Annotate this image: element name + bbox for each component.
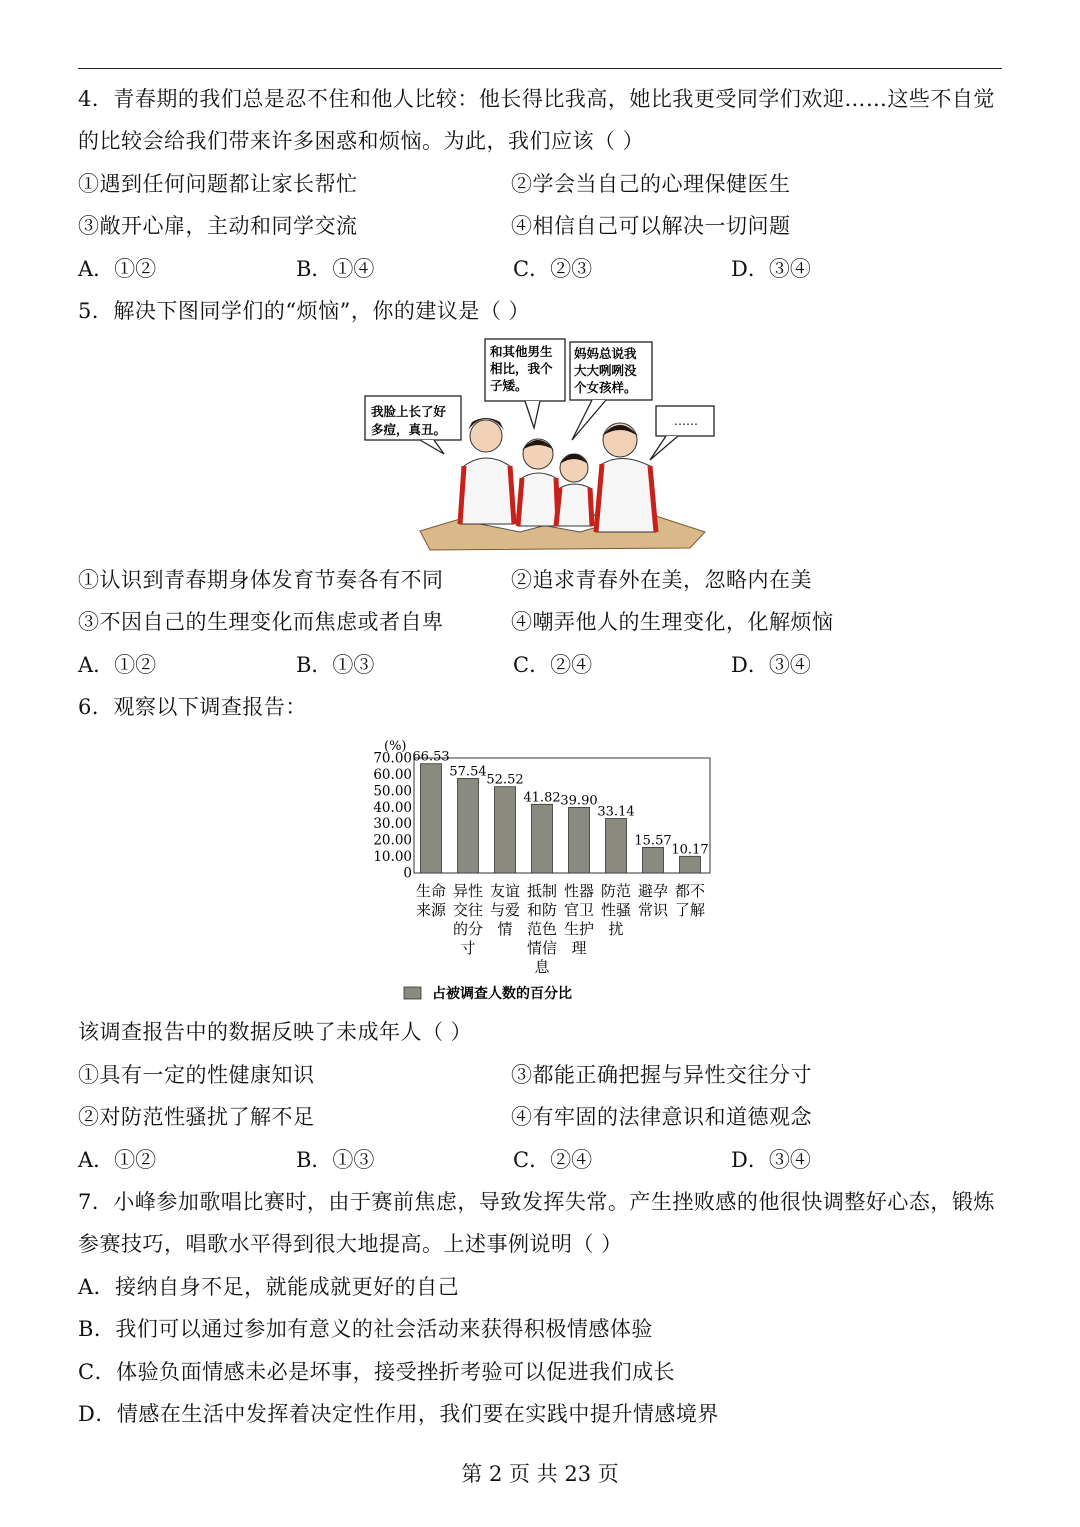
q6-item-3: ③都能正确把握与异性交往分寸 <box>511 1063 812 1087</box>
y-tick-label: 0 <box>403 865 412 882</box>
category-label: 生护 <box>563 920 595 938</box>
q6-option-b[interactable]: B．①③ <box>296 1148 375 1172</box>
q6-question: 该调查报告中的数据反映了未成年人（ ） <box>78 1020 473 1044</box>
bar <box>421 764 442 873</box>
bar-value-label: 66.53 <box>412 749 450 765</box>
category-label: 生命 <box>415 882 447 900</box>
speech-bubble-4-tail <box>650 436 678 460</box>
q7-option-b[interactable]: B．我们可以通过参加有意义的社会活动来获得积极情感体验 <box>78 1317 653 1341</box>
q4-option-a[interactable]: A．①② <box>78 257 157 281</box>
student1-body <box>460 458 514 524</box>
bar <box>458 778 479 873</box>
category-label: 异性 <box>452 882 484 900</box>
q6-item-4: ④有牢固的法律意识和道德观念 <box>511 1105 812 1129</box>
q6-option-c[interactable]: C．②④ <box>513 1148 593 1172</box>
student1-head <box>470 420 502 452</box>
speech-bubble-1-tail <box>420 440 444 454</box>
q7-stem-line2: 参赛技巧，唱歌水平得到很大地提高。上述事例说明（ ） <box>78 1232 623 1256</box>
y-tick-label: 50.00 <box>373 783 412 800</box>
bar-value-label: 52.52 <box>486 772 524 788</box>
q5-item-2: ②追求青春外在美，忽略内在美 <box>511 568 812 592</box>
q5-stem: 5．解决下图同学们的“烦恼”，你的建议是（ ） <box>78 299 531 323</box>
y-axis-ticks <box>373 751 412 882</box>
category-label: 和防 <box>526 901 558 919</box>
y-tick-label: 30.00 <box>373 816 412 833</box>
category-label: 常识 <box>637 901 669 919</box>
q5-option-b[interactable]: B．①③ <box>296 653 375 677</box>
header-rule <box>78 68 1002 69</box>
q4-option-d[interactable]: D．③④ <box>731 257 811 281</box>
category-label: 范色 <box>526 920 558 938</box>
bubble2-line1: 和其他男生 <box>490 344 553 359</box>
category-labels <box>416 882 705 976</box>
q4-stem-line2: 的比较会给我们带来许多困惑和烦恼。为此，我们应该（ ） <box>78 129 645 153</box>
category-label: 性器 <box>563 882 595 900</box>
page-footer: 第 2 页 共 23 页 <box>461 1462 619 1486</box>
y-tick-label: 20.00 <box>373 832 412 849</box>
bar <box>643 847 664 873</box>
category-label: 交往 <box>452 901 484 919</box>
bar-value-label: 10.17 <box>671 842 709 858</box>
q4-option-c[interactable]: C．②③ <box>513 257 593 281</box>
category-label: 防范 <box>600 882 632 900</box>
q7-option-a[interactable]: A．接纳自身不足，就能成就更好的自己 <box>78 1275 460 1299</box>
y-tick-label: 60.00 <box>373 766 412 783</box>
category-label: 都不 <box>674 882 706 900</box>
category-label: 友谊 <box>489 882 521 900</box>
q5-option-c[interactable]: C．②④ <box>513 653 593 677</box>
speech-bubble-2-tail <box>525 401 540 428</box>
q4-item-1: ①遇到任何问题都让家长帮忙 <box>78 172 358 196</box>
q4-option-b[interactable]: B．①④ <box>296 257 375 281</box>
category-label: 性骚 <box>600 901 632 919</box>
chart-legend-label: 占被调查人数的百分比 <box>432 986 572 1002</box>
category-label: 理 <box>571 939 587 957</box>
q5-item-4: ④嘲弄他人的生理变化，化解烦恼 <box>511 610 834 634</box>
q5-option-a[interactable]: A．①② <box>78 653 157 677</box>
q7-option-d[interactable]: D．情感在生活中发挥着决定性作用，我们要在实践中提升情感境界 <box>78 1402 719 1426</box>
speech-bubble-3-tail <box>572 400 606 440</box>
bar <box>569 807 590 873</box>
category-label: 了解 <box>674 901 706 919</box>
y-tick-label: 70.00 <box>373 750 412 767</box>
category-label: 来源 <box>415 901 447 919</box>
q7-stem-line1: 7．小峰参加歌唱比赛时，由于赛前焦虑，导致发挥失常。产生挫败感的他很快调整好心态，锻炼 <box>78 1190 995 1214</box>
q5-item-3: ③不因自己的生理变化而焦虑或者自卑 <box>78 610 444 634</box>
category-label: 与爱 <box>489 901 521 919</box>
q5-illustration <box>360 336 722 554</box>
bubble4-line1: …… <box>674 414 698 428</box>
category-label: 扰 <box>608 920 624 938</box>
bubble2-line3: 子矮。 <box>490 378 528 393</box>
legend-swatch <box>404 987 421 999</box>
bubble3-line1: 妈妈总说我 <box>574 346 637 361</box>
bar-value-label: 41.82 <box>523 790 561 806</box>
survey-bar-chart <box>370 733 720 1008</box>
bubble3-line3: 个女孩样。 <box>574 380 637 395</box>
bar <box>680 856 701 873</box>
bar <box>606 819 627 873</box>
q6-item-1: ①具有一定的性健康知识 <box>78 1063 315 1087</box>
q5-option-d[interactable]: D．③④ <box>731 653 811 677</box>
bar-value-label: 33.14 <box>597 804 635 820</box>
category-label: 抵制 <box>526 882 558 900</box>
q6-item-2: ②对防范性骚扰了解不足 <box>78 1105 315 1129</box>
bar-value-labels <box>412 750 708 858</box>
bubble1-line2: 多痘，真丑。 <box>371 422 447 437</box>
category-label: 避孕 <box>637 882 669 900</box>
q4-item-4: ④相信自己可以解决一切问题 <box>511 214 791 238</box>
student4-body <box>596 458 656 532</box>
bubble1-line1: 我脸上长了好 <box>371 404 447 419</box>
category-label: 寸 <box>460 939 476 957</box>
y-tick-label: 10.00 <box>373 849 412 866</box>
category-label: 息 <box>534 958 550 976</box>
bubble2-line2: 相比，我个 <box>490 361 553 376</box>
chart-unit-label: (%) <box>384 739 407 754</box>
category-label: 情 <box>497 920 513 938</box>
q4-item-2: ②学会当自己的心理保健医生 <box>511 172 791 196</box>
category-label: 的分 <box>452 920 484 938</box>
q6-stem: 6．观察以下调查报告： <box>78 695 307 719</box>
bar-value-label: 15.57 <box>634 833 672 849</box>
bar-series <box>421 764 701 873</box>
q6-option-d[interactable]: D．③④ <box>731 1148 811 1172</box>
bar <box>532 804 553 873</box>
category-label: 情信 <box>526 939 558 957</box>
bar-value-label: 39.90 <box>560 793 598 809</box>
bubble3-line2: 大大咧咧没 <box>574 363 637 378</box>
y-tick-label: 40.00 <box>373 799 412 816</box>
q5-item-1: ①认识到青春期身体发育节奏各有不同 <box>78 568 444 592</box>
bar-value-label: 57.54 <box>449 764 487 780</box>
q6-option-a[interactable]: A．①② <box>78 1148 157 1172</box>
bar <box>495 787 516 873</box>
q4-stem-line1: 4．青春期的我们总是忍不住和他人比较：他长得比我高，她比我更受同学们欢迎……这些不自觉 <box>78 87 995 111</box>
category-label: 官卫 <box>563 901 595 919</box>
q7-option-c[interactable]: C．体验负面情感未必是坏事，接受挫折考验可以促进我们成长 <box>78 1360 676 1384</box>
q4-item-3: ③敞开心扉，主动和同学交流 <box>78 214 358 238</box>
